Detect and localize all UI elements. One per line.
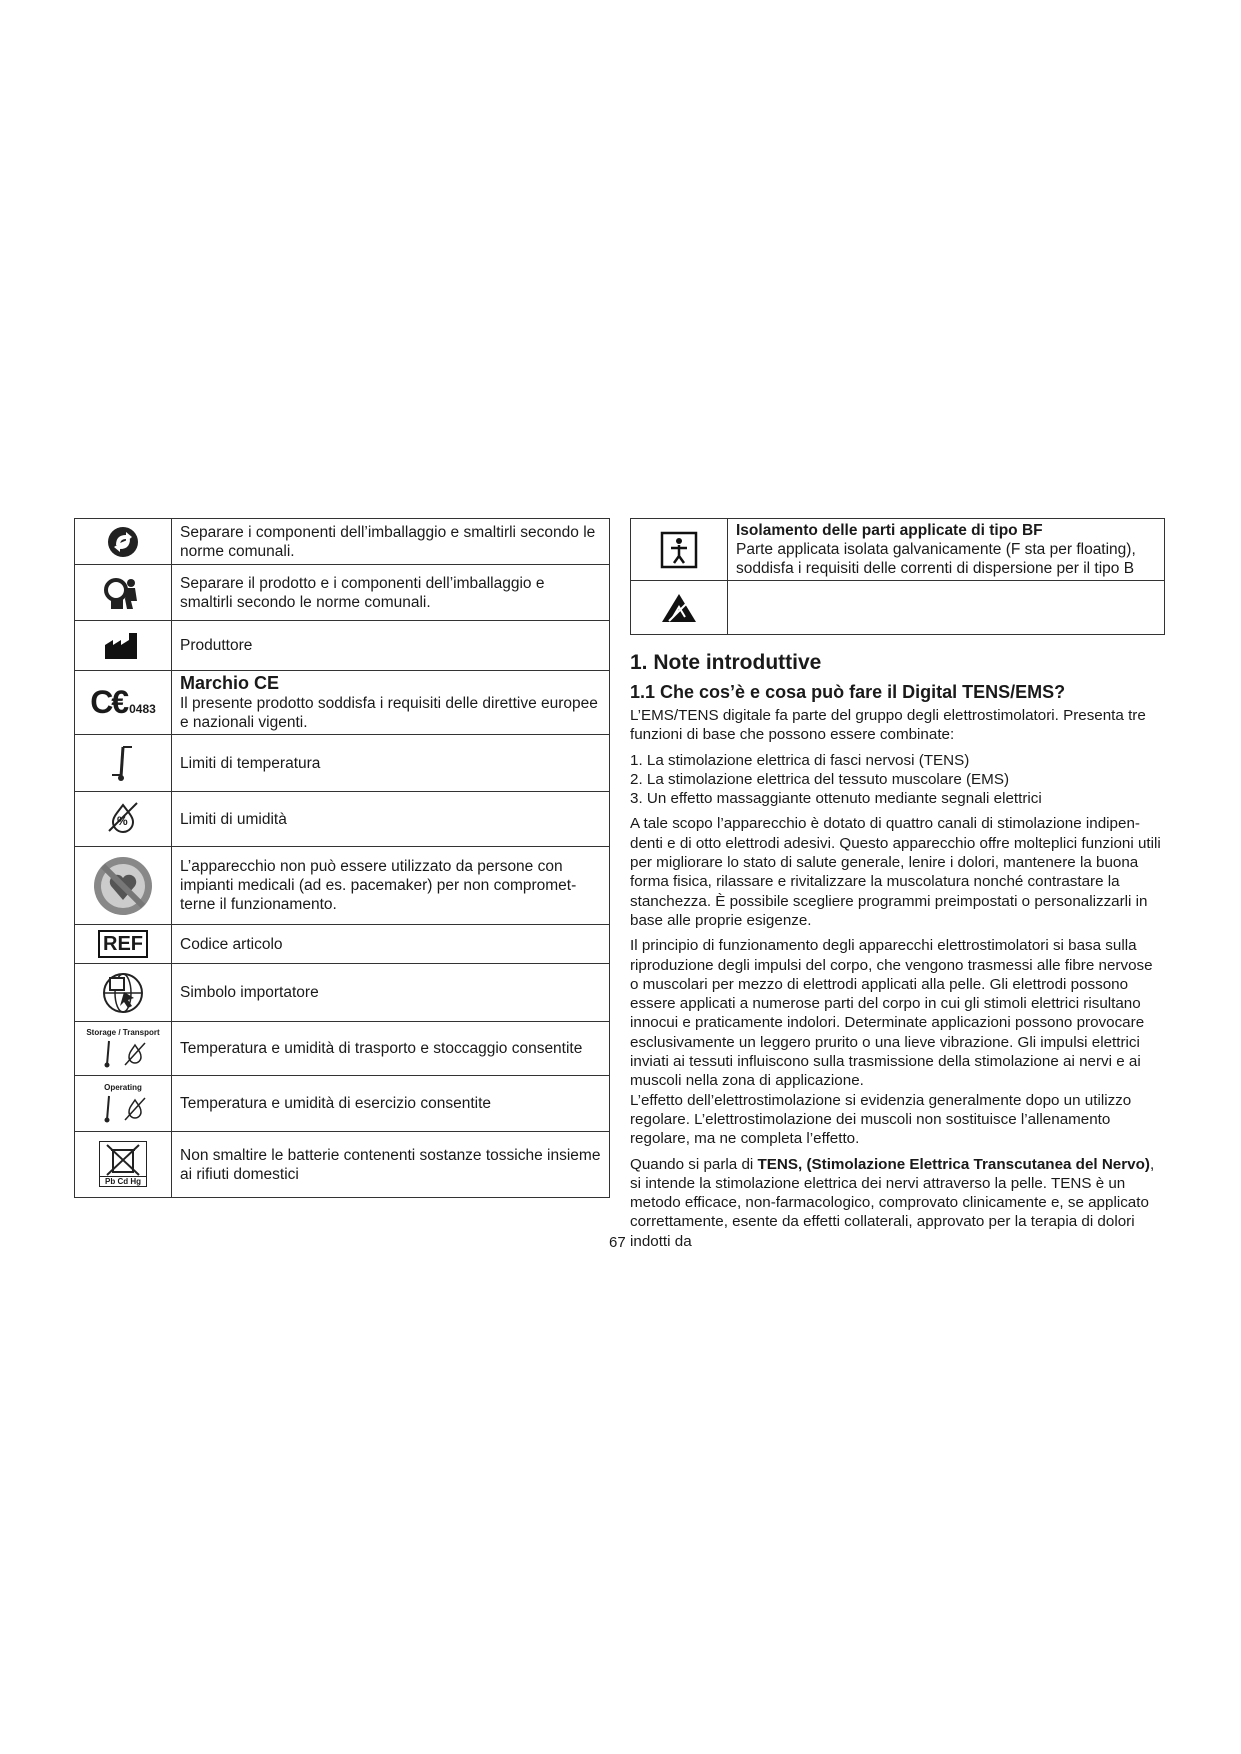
page-number: 67 [609,1234,626,1251]
paragraph-channels: A tale scopo l’apparecchio è dotato di quattro canali di stimolazione indipendenti e di otto elettrodi adesivi. Questo apparecchio offre molteplici funzioni utili per migliorare lo stato di salute generale, lenire i dolori, mantenere la buona forma fisica, rilassare e rivitalizzare la muscolatura nonché contrastare la stanchezza. È possibile scegliere programmi preimpostati o personalizzarli in base alle proprie esigenze. [630,815,1161,929]
table-row [75,621,610,671]
row-text: Codice articolo [172,925,610,964]
tens-definition: TENS, (Stimolazione Elettrica Transcutanea del Nervo) [757,1155,1150,1173]
row-text: Separare il prodotto e i componenti dell’imballaggio e smaltirli secondo le norme comunali. [172,565,610,621]
table-row [75,792,610,847]
table-row [75,847,610,925]
recycle-cell [75,519,172,565]
esd-warning-icon [659,591,699,625]
ref-icon: REF [98,930,148,958]
row-text: Limiti di temperatura [172,735,610,792]
paragraph-tens: Quando si parla di TENS, (Stimolazione Elettrica Transcutanea del Nervo), si intende la stimolazione elettrica dei nervi attraverso la pelle. TENS è un metodo efficace, non-farmacologico, comprovato clinicamente e, se applicato correttamente, esente da effetti collaterali, approvato per la terapia di dolori indotti da [630,1155,1155,1250]
table-row [75,1022,610,1076]
row-text: Parte applicata isolata galvanicamente (F sta per floating), soddisfa i requisiti delle correnti di dispersione per il tipo B [736,541,1136,577]
row-text [728,581,1165,635]
row-text: Non smaltire le batterie contenenti sostanze tossiche insieme ai rifiuti domestici [172,1132,610,1198]
intro-paragraph: L’EMS/TENS digitale fa parte del gruppo degli elettrostimolatori. Presenta tre funzioni di base che possono essere combinate: [630,707,1146,744]
table-row [75,964,610,1022]
intro-section [630,650,1165,1257]
row-text: Produttore [172,621,610,671]
humidity-icon: % [105,799,141,835]
table-row [75,1076,610,1132]
factory-icon [103,631,143,661]
paragraph-effect: L’effetto dell’elettrostimolazione si evidenzia generalmente dopo un utilizzo regolare. L’elettrostimolazione dei muscoli non sostituisce l’allenamento regolare, ma ne completa l’effetto. [630,1091,1132,1148]
row-title: Isolamento delle parti applicate di tipo BF [736,522,1043,539]
table-row [75,671,610,735]
row-text: Simbolo importatore [172,964,610,1022]
row-title: Marchio CE [180,673,280,693]
section-heading: 1. Note introduttive [630,651,822,674]
table-row [75,735,610,792]
bf-applied-part-icon [659,530,699,570]
section-subheading: 1.1 Che cos’è e cosa può fare il Digital TENS/EMS? [630,682,1066,702]
ce-mark-icon: C€ [90,684,128,720]
list-item: 2. La stimolazione elettrica del tessuto muscolare (EMS) [630,770,1010,788]
importer-globe-icon [100,970,146,1016]
disposal-person-icon [103,575,143,611]
list-item: 1. La stimolazione elettrica di fasci nervosi (TENS) [630,751,970,769]
row-text: Il presente prodotto soddisfa i requisiti delle direttive europee e nazionali vigenti. [180,695,598,731]
table-row [75,519,610,565]
table-row [631,519,1165,581]
symbols-table-left [74,518,610,1198]
functions-list [630,751,1165,809]
thermometer-icon [108,743,138,783]
operating-icon: Operating [75,1083,171,1116]
ce-notified-body: 0483 [129,702,156,716]
recycle-icon [106,525,140,559]
symbols-table-right [630,518,1165,635]
table-row [631,581,1165,635]
table-row [75,925,610,964]
row-text: Temperatura e umidità di esercizio consentite [172,1076,610,1132]
no-pacemaker-icon [91,854,155,918]
paragraph-principle: Il principio di funzionamento degli apparecchi elettrostimolatori si basa sulla riproduzione degli impulsi del corpo, che vengono trasmessi alle fibre nervose o muscolari per mezzo di elettrodi applicati alla pelle. Gli elettrodi possono essere applicati a numerose parti del corpo in cui gli stimoli elettrici risultano innocui e praticamente indolori. Determinate applicazioni possono provocare esclusivamente un leggero prurito o una lieve vibrazione. Gli impulsi elettrici inviati ai tessuti influiscono sulla trasmissione della stimolazione ai nervi e ai muscoli nella zona di applicazione. [630,937,1153,1090]
table-row [75,565,610,621]
storage-transport-icon: Storage / Transport [75,1028,171,1061]
row-text: Temperatura e umidità di trasporto e stoccaggio consentite [172,1022,610,1076]
row-text: Limiti di umidità [172,792,610,847]
table-row [75,1132,610,1198]
list-item: 3. Un effetto massaggiante ottenuto mediante segnali elettrici [630,790,1042,808]
row-text: L’apparecchio non può essere utilizzato da persone con impianti medicali (ad es. pacemaker) per non comprometterne il funzionamento. [172,847,610,925]
row-text: Separare i componenti dell’imballaggio e smaltirli secondo le norme comunali. [172,519,610,565]
battery-disposal-icon: Pb Cd Hg [99,1141,147,1187]
